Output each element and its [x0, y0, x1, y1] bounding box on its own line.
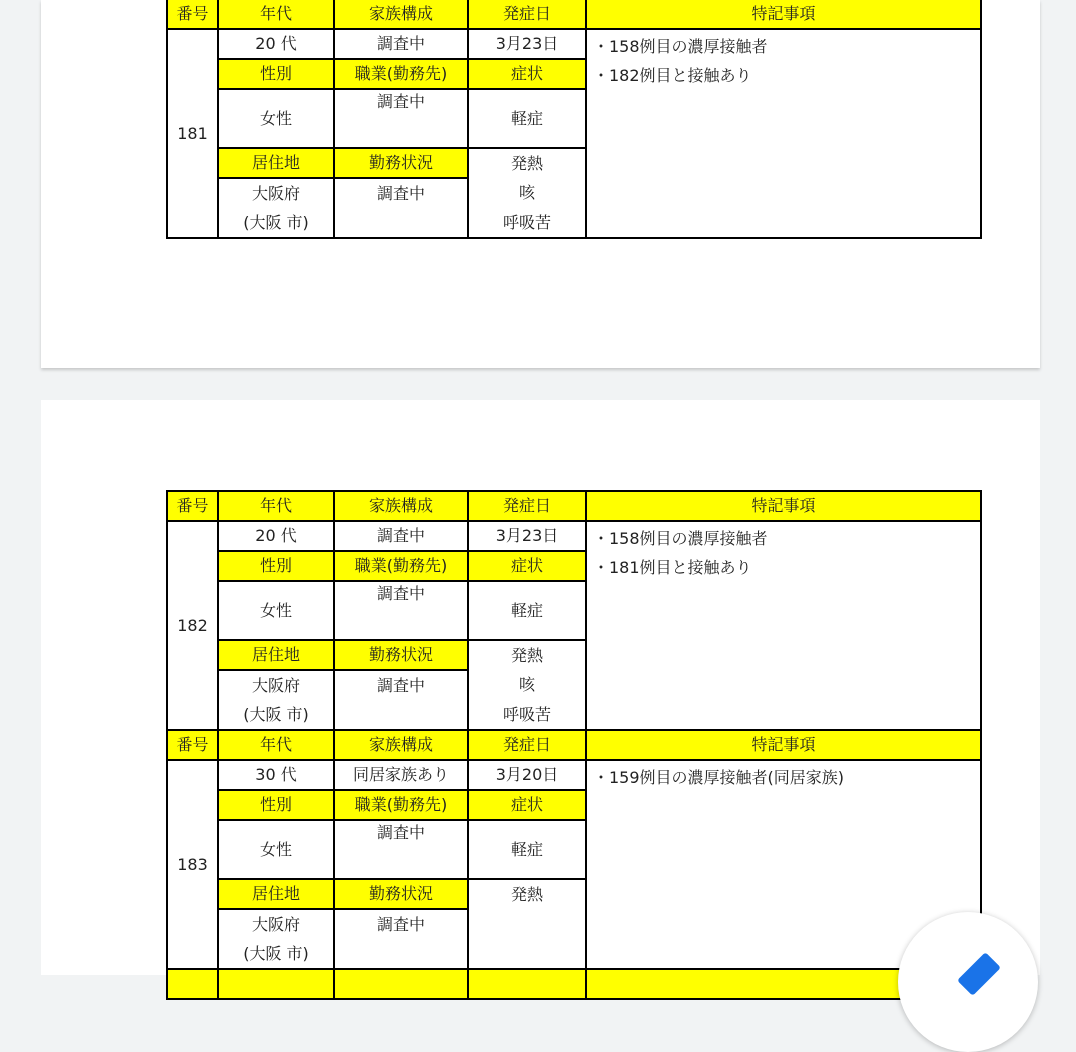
header-notes: 特記事項	[586, 491, 981, 521]
header-family: 家族構成	[334, 730, 468, 760]
onset-value: 3月20日	[468, 760, 586, 790]
residence-city: (大阪 市)	[218, 208, 334, 238]
header-family: 家族構成	[334, 491, 468, 521]
symptom-value: 発熱	[468, 148, 586, 178]
severity-value: 軽症	[468, 820, 586, 879]
sex-value: 女性	[218, 820, 334, 879]
header-residence: 居住地	[218, 879, 334, 909]
note-line: ・182例目と接触あり	[593, 66, 752, 85]
edit-fab-button[interactable]	[898, 912, 1038, 1052]
onset-value: 3月23日	[468, 521, 586, 551]
header-age: 年代	[218, 491, 334, 521]
work-status-blank	[334, 208, 468, 238]
table-row	[167, 29, 981, 59]
case-table-182	[166, 490, 982, 1000]
header-work-status: 勤務状況	[334, 879, 468, 909]
header-occupation: 職業(勤務先)	[334, 790, 468, 820]
symptom-value	[468, 939, 586, 969]
header-onset: 発症日	[468, 0, 586, 29]
note-line: ・159例目の濃厚接触者(同居家族)	[593, 768, 845, 787]
header-number	[167, 969, 218, 999]
work-status-value: 調査中	[334, 670, 468, 700]
work-status-value: 調査中	[334, 909, 468, 939]
onset-value: 3月23日	[468, 29, 586, 59]
age-value: 20 代	[218, 521, 334, 551]
residence-value: 大阪府	[218, 670, 334, 700]
work-status-blank	[334, 939, 468, 969]
note-line: ・158例目の濃厚接触者	[593, 37, 768, 56]
residence-value: 大阪府	[218, 909, 334, 939]
family-value: 同居家族あり	[334, 760, 468, 790]
symptom-value: 咳	[468, 670, 586, 700]
age-value: 30 代	[218, 760, 334, 790]
header-family	[334, 969, 468, 999]
residence-city: (大阪 市)	[218, 700, 334, 730]
work-status-blank	[334, 700, 468, 730]
header-family: 家族構成	[334, 0, 468, 29]
note-line: ・158例目の濃厚接触者	[593, 529, 768, 548]
table-row	[167, 760, 981, 790]
header-number: 番号	[167, 0, 218, 29]
header-residence: 居住地	[218, 148, 334, 178]
header-occupation: 職業(勤務先)	[334, 551, 468, 581]
case-table-181	[166, 0, 982, 239]
header-row	[167, 969, 981, 999]
sex-value: 女性	[218, 89, 334, 148]
header-occupation: 職業(勤務先)	[334, 59, 468, 89]
header-age	[218, 969, 334, 999]
notes-cell	[586, 521, 981, 730]
symptom-value: 発熱	[468, 879, 586, 909]
header-onset: 発症日	[468, 491, 586, 521]
residence-value: 大阪府	[218, 178, 334, 208]
header-work-status: 勤務状況	[334, 640, 468, 670]
header-notes: 特記事項	[586, 730, 981, 760]
header-row	[167, 730, 981, 760]
header-onset: 発症日	[468, 730, 586, 760]
header-work-status: 勤務状況	[334, 148, 468, 178]
sex-value: 女性	[218, 581, 334, 640]
severity-value: 軽症	[468, 581, 586, 640]
header-symptom: 症状	[468, 551, 586, 581]
edit-icon	[957, 952, 1001, 996]
case-number: 181	[167, 29, 218, 238]
family-value: 調査中	[334, 29, 468, 59]
occupation-value: 調査中	[334, 820, 468, 879]
document-page-2	[41, 400, 1040, 975]
symptom-value: 咳	[468, 178, 586, 208]
family-value: 調査中	[334, 521, 468, 551]
symptom-value: 呼吸苦	[468, 208, 586, 238]
work-status-value: 調査中	[334, 178, 468, 208]
header-sex: 性別	[218, 790, 334, 820]
notes-cell	[586, 29, 981, 238]
header-row	[167, 491, 981, 521]
header-number: 番号	[167, 730, 218, 760]
age-value: 20 代	[218, 29, 334, 59]
header-residence: 居住地	[218, 640, 334, 670]
occupation-value: 調査中	[334, 581, 468, 640]
header-number: 番号	[167, 491, 218, 521]
header-symptom: 症状	[468, 790, 586, 820]
case-number: 182	[167, 521, 218, 730]
case-number: 183	[167, 760, 218, 969]
symptom-value	[468, 909, 586, 939]
header-age: 年代	[218, 730, 334, 760]
note-line: ・181例目と接触あり	[593, 558, 752, 577]
occupation-value: 調査中	[334, 89, 468, 148]
header-symptom: 症状	[468, 59, 586, 89]
symptom-value: 呼吸苦	[468, 700, 586, 730]
header-row	[167, 0, 981, 29]
severity-value: 軽症	[468, 89, 586, 148]
symptom-value: 発熱	[468, 640, 586, 670]
header-age: 年代	[218, 0, 334, 29]
table-row	[167, 521, 981, 551]
header-sex: 性別	[218, 59, 334, 89]
residence-city: (大阪 市)	[218, 939, 334, 969]
document-page-1	[41, 0, 1040, 368]
header-onset	[468, 969, 586, 999]
header-notes: 特記事項	[586, 0, 981, 29]
header-sex: 性別	[218, 551, 334, 581]
